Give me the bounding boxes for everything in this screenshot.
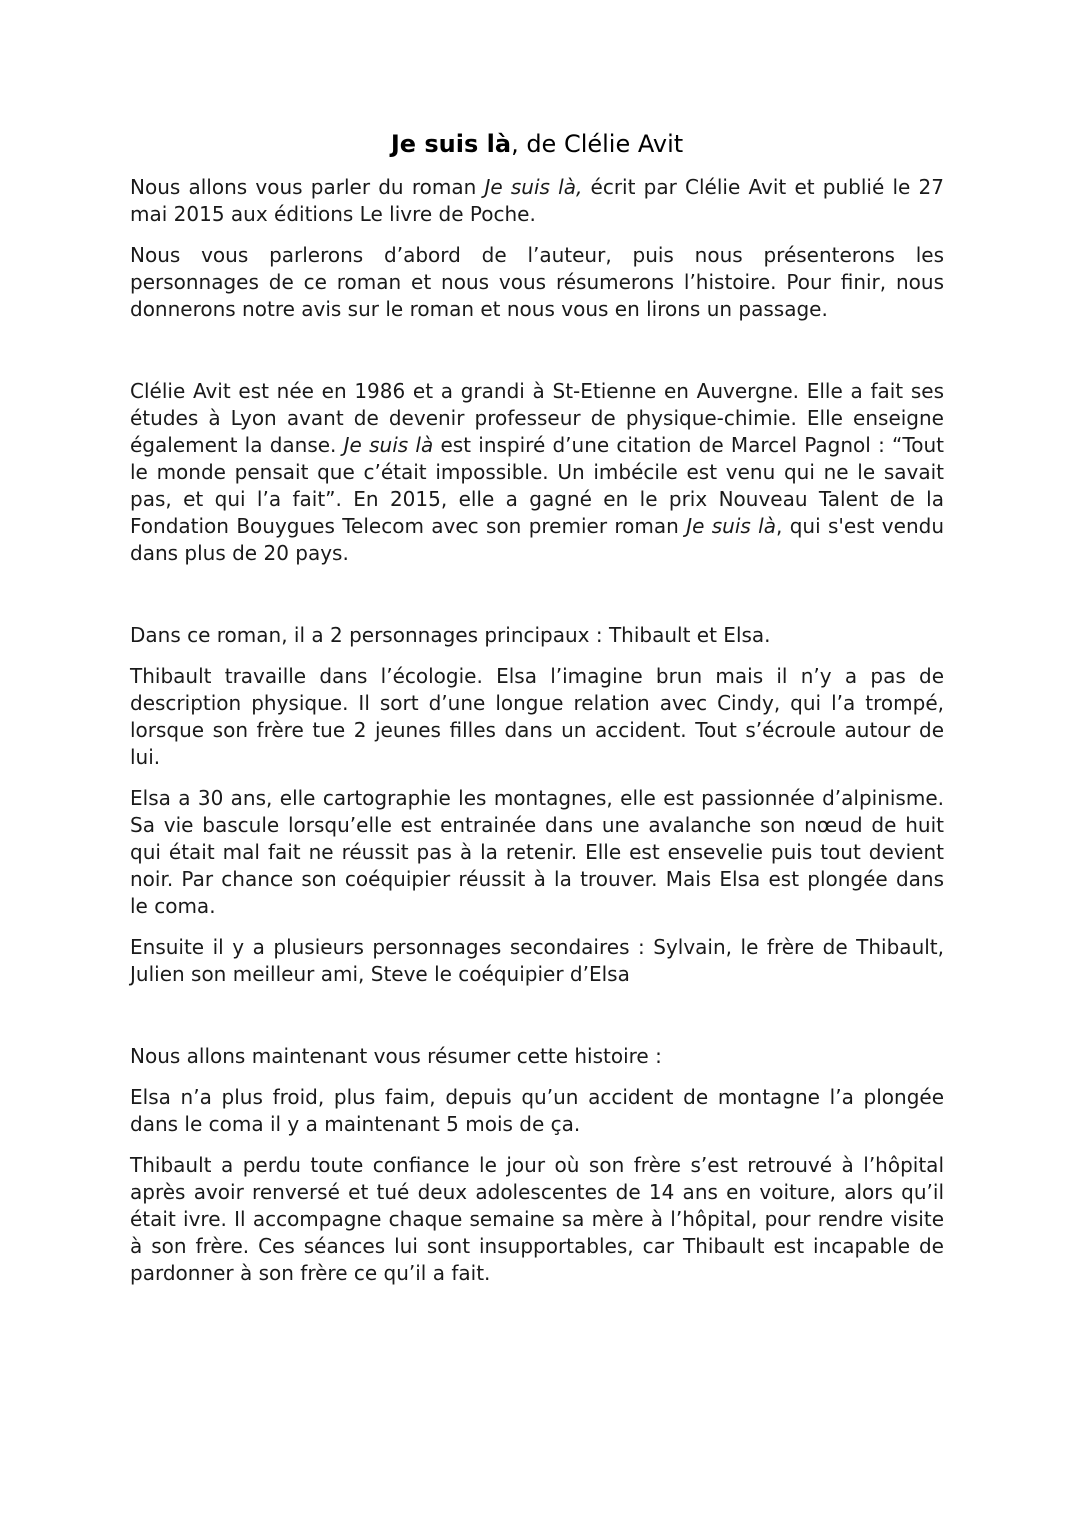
characters-paragraph-3: Elsa a 30 ans, elle cartographie les montagnes, elle est passionnée d’alpinisme. Sa vie bascule lorsqu’elle est entrainée dans une avalanche son nœud de huit qui était mal fait ne réussit pas à la retenir. Elle est ensevelie puis tout devient noir. Par chance son coéquipier réussit à la trouver. Mais Elsa est plongée dans le coma. xyxy=(130,786,944,918)
author-text: , qui s'est vendu dans plus de 20 pays. xyxy=(130,514,944,565)
intro-paragraph-2: Nous vous parlerons d’abord de l’auteur, puis nous présenterons les personnages de ce roman et nous vous résumerons l’histoire. Pour finir, nous donnerons notre avis sur le roman et nous vous en lirons un passage. xyxy=(130,243,944,321)
document-title xyxy=(130,128,944,160)
summary-paragraph-3: Thibault a perdu toute confiance le jour où son frère s’est retrouvé à l’hôpital après avoir renversé et tué deux adolescentes de 14 ans en voiture, alors qu’il était ivre. Il accompagne chaque semaine sa mère à l’hôpital, pour rendre visite à son frère. Ces séances lui sont insupportables, car Thibault est incapable de pardonner à son frère ce qu’il a fait. xyxy=(130,1153,944,1285)
intro-text: Nous allons vous parler du roman xyxy=(130,175,485,199)
summary-paragraph-2: Elsa n’a plus froid, plus faim, depuis qu’un accident de montagne l’a plongée dans le coma il y a maintenant 5 mois de ça. xyxy=(130,1085,944,1136)
section-spacer xyxy=(130,337,944,378)
author-paragraph xyxy=(130,378,944,567)
title-author: , de Clélie Avit xyxy=(511,130,684,158)
book-title-italic: Je suis là, xyxy=(484,175,583,199)
intro-text: écrit par Clélie Avit et publié le 27 mai 2015 aux éditions Le livre de Poche. xyxy=(130,175,944,226)
intro-paragraph-1 xyxy=(130,174,944,228)
characters-paragraph-4: Ensuite il y a plusieurs personnages secondaires : Sylvain, le frère de Thibault, Julien son meilleur ami, Steve le coéquipier d’Elsa xyxy=(130,935,944,986)
characters-paragraph-2: Thibault travaille dans l’écologie. Elsa l’imagine brun mais il n’y a pas de description physique. Il sort d’une longue relation avec Cindy, qui l’a trompé, lorsque son frère tue 2 jeunes filles dans un accident. Tout s’écroule autour de lui. xyxy=(130,664,944,769)
document-page xyxy=(130,128,944,1301)
author-text: Clélie Avit est née en 1986 et a grandi à St-Etienne en Auvergne. Elle a fait ses études à Lyon avant de devenir professeur de physique-chimie. Elle enseigne également la danse. xyxy=(130,379,944,457)
section-spacer xyxy=(130,1002,944,1043)
summary-paragraph-1: Nous allons maintenant vous résumer cette histoire : xyxy=(130,1044,662,1068)
title-book-name: Je suis là xyxy=(390,130,512,158)
section-spacer xyxy=(130,581,944,622)
book-title-italic: Je suis là xyxy=(343,433,434,457)
book-title-italic: Je suis là xyxy=(686,514,776,538)
characters-paragraph-1: Dans ce roman, il a 2 personnages principaux : Thibault et Elsa. xyxy=(130,623,771,647)
author-text: est inspiré d’une citation de Marcel Pagnol : “Tout le monde pensait que c’était impossible. Un imbécile est venu qui ne le savait pas, et qui l’a fait”. En 2015, elle a gagné en le prix Nouveau Talent de la Fondation Bouygues Telecom avec son premier roman xyxy=(130,433,944,538)
